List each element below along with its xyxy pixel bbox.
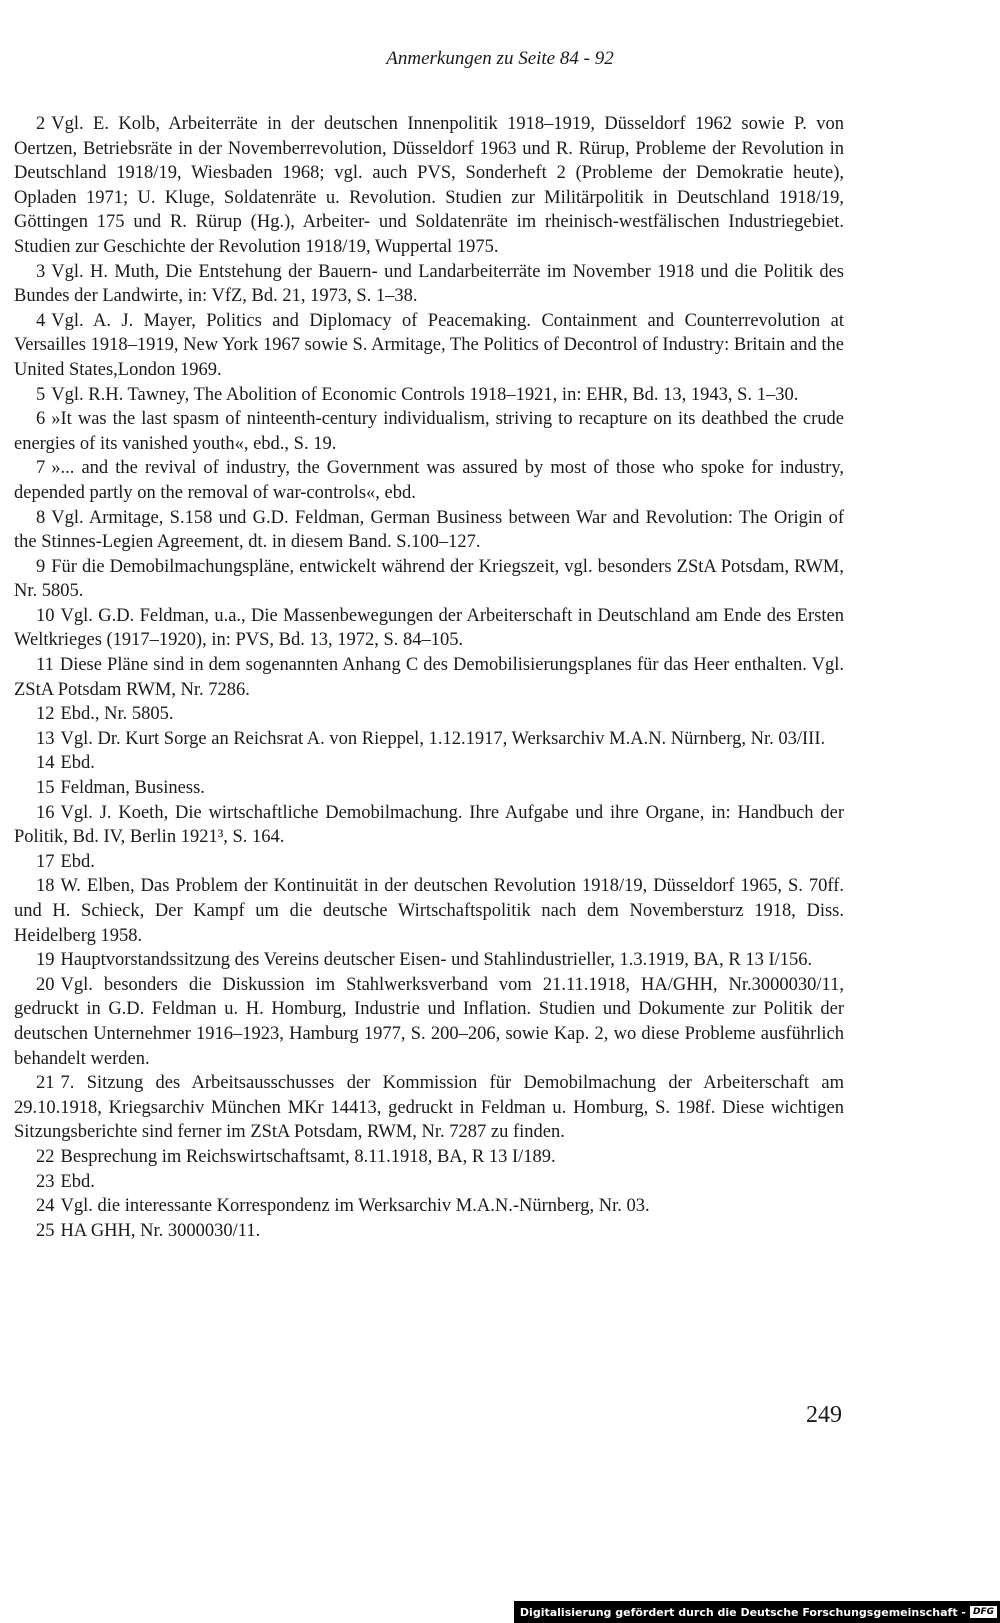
footnote-number: 12 — [36, 704, 55, 725]
digitization-credit-bar — [514, 1601, 1000, 1623]
footnote-number: 2 — [36, 114, 46, 134]
footnote-15 — [14, 776, 844, 801]
footnote-2 — [14, 112, 844, 260]
footnote-number: 11 — [36, 655, 54, 676]
footnote-number: 14 — [36, 753, 55, 774]
footnote-8 — [14, 506, 844, 555]
footnote-number: 21 — [36, 1073, 55, 1094]
footnote-number: 18 — [36, 876, 55, 897]
footnote-text: Besprechung im Reichswirtschaftsamt, 8.11.1918, BA, R 13 I/189. — [60, 1146, 556, 1167]
footnote-text: W. Elben, Das Problem der Kontinuität in der deutschen Revolution 1918/19, Düsseldorf 1965, S. 70ff. und H. Schieck, Der Kampf um die deutsche Wirtschaftspolitik nach dem Novembersturz 1918, Diss. Heidelberg 1958. — [14, 876, 844, 946]
footnote-text: Vgl. J. Koeth, Die wirtschaftliche Demobilmachung. Ihre Aufgabe und ihre Organe, in: Handbuch der Politik, Bd. IV, Berlin 1921³, S. 164. — [14, 802, 844, 848]
footnote-3 — [14, 260, 844, 309]
footnote-12 — [14, 702, 844, 727]
footnote-text: Vgl. H. Muth, Die Entstehung der Bauern- und Landarbeiterräte im November 1918 und die Politik des Bundes der Landwirte, in: VfZ, Bd. 21, 1973, S. 1–38. — [14, 261, 844, 307]
footnote-number: 17 — [36, 851, 55, 872]
page-title: Anmerkungen zu Seite 84 - 92 — [386, 48, 614, 69]
footnote-22 — [14, 1145, 844, 1170]
footnote-number: 22 — [36, 1146, 55, 1167]
footnote-number: 25 — [36, 1220, 55, 1241]
footnote-number: 6 — [36, 409, 46, 430]
footnote-5 — [14, 383, 844, 408]
footnote-text: Vgl. G.D. Feldman, u.a., Die Massenbewegungen der Arbeiterschaft in Deutschland am Ende des Ersten Weltkrieges (1917–1920), in: PVS, Bd. 13, 1972, S. 84–105. — [14, 605, 844, 651]
footnote-number: 23 — [36, 1171, 55, 1192]
footnote-number: 20 — [36, 974, 55, 995]
digitization-credit: Digitalisierung gefördert durch die Deutsche Forschungsgemeinschaft - — [519, 1605, 966, 1619]
footnote-number: 16 — [36, 802, 55, 823]
footnote-text: Vgl. A. J. Mayer, Politics and Diplomacy of Peacemaking. Containment and Counterrevolution at Versailles 1918–1919, New York 1967 sowie S. Armitage, The Politics of Decontrol of Industry: Britain and the United States,London 1969. — [14, 310, 844, 380]
footnote-number: 7 — [36, 458, 46, 479]
footnote-text: Feldman, Business. — [60, 778, 205, 799]
footnote-18 — [14, 874, 844, 948]
footnote-number: 10 — [36, 605, 55, 626]
footnote-text: Ebd., Nr. 5805. — [60, 704, 174, 725]
footnote-7 — [14, 456, 844, 505]
footnote-text: »... and the revival of industry, the Government was assured by most of those who spoke for industry, depended partly on the removal of war-controls«, ebd. — [14, 458, 844, 503]
footnote-17 — [14, 850, 844, 875]
footnotes — [14, 112, 844, 1243]
footnote-13 — [14, 727, 844, 752]
footnote-text: Vgl. die interessante Korrespondenz im Werksarchiv M.A.N.-Nürnberg, Nr. 03. — [60, 1196, 650, 1217]
footnote-number: 19 — [36, 950, 55, 971]
footnote-text: 7. Sitzung des Arbeitsausschusses der Kommission für Demobilmachung der Arbeiterschaft am 29.10.1918, Kriegsarchiv München MKr 14413, gedruckt in Feldman u. Homburg, S. 198f. Diese wichtigen Sitzungsberichte sind ferner im ZStA Potsdam, RWM, Nr. 7287 zu finden. — [14, 1073, 844, 1143]
footnote-text: Vgl. Dr. Kurt Sorge an Reichsrat A. von Rieppel, 1.12.1917, Werksarchiv M.A.N. Nürnberg, Nr. 03/III. — [60, 728, 826, 749]
footnote-text: Ebd. — [60, 753, 95, 774]
footnote-text: Diese Pläne sind in dem sogenannten Anhang C des Demobilisierungsplanes für das Heer enthalten. Vgl. ZStA Potsdam RWM, Nr. 7286. — [14, 655, 844, 700]
footnote-14 — [14, 751, 844, 776]
footnote-text: Vgl. R.H. Tawney, The Abolition of Economic Controls 1918–1921, in: EHR, Bd. 13, 1943, S. 1–30. — [51, 384, 799, 405]
footnote-21 — [14, 1071, 844, 1145]
footnote-23 — [14, 1170, 844, 1195]
footnote-number: 15 — [36, 778, 55, 799]
footnote-text: Für die Demobilmachungspläne, entwickelt während der Kriegszeit, vgl. besonders ZStA Potsdam, RWM, Nr. 5805. — [14, 556, 844, 602]
footnote-text: HA GHH, Nr. 3000030/11. — [60, 1220, 261, 1241]
footnote-25 — [14, 1219, 844, 1244]
footnote-20 — [14, 973, 844, 1071]
footnote-24 — [14, 1194, 844, 1219]
footnote-number: 4 — [36, 310, 46, 331]
footnote-number: 24 — [36, 1196, 55, 1217]
dfg-logo: DFG — [970, 1606, 997, 1618]
footnote-6 — [14, 407, 844, 456]
footnote-11 — [14, 653, 844, 702]
footnote-4 — [14, 309, 844, 383]
footnote-number: 13 — [36, 728, 55, 749]
footnote-text: Vgl. besonders die Diskussion im Stahlwerksverband vom 21.11.1918, HA/GHH, Nr.3000030/11, gedruckt in G.D. Feldman u. H. Homburg, Industrie und Inflation. Studien und Dokumente zur Politik der deutschen Unternehmer 1916–1923, Hamburg 1977, S. 200–206, sowie Kap. 2, wo diese Probleme ausführlich behandelt werden. — [14, 974, 844, 1069]
footnote-text: Ebd. — [60, 851, 95, 872]
footnote-number: 5 — [36, 384, 46, 405]
page-number: 249 — [806, 1402, 842, 1428]
footnote-16 — [14, 801, 844, 850]
footnote-text: »It was the last spasm of ninteenth-century individualism, striving to recapture on its deathbed the crude energies of its vanished youth«, ebd., S. 19. — [14, 409, 844, 454]
footnote-text: Vgl. E. Kolb, Arbeiterräte in der deutschen Innenpolitik 1918–1919, Düsseldorf 1962 sowie P. von Oertzen, Betriebsräte in der Novemberrevolution, Düsseldorf 1963 und R. Rürup, Probleme der Revolution in Deutschland 1918/19, Wiesbaden 1968; vgl. auch PVS, Sonderheft 2 (Probleme der Demokratie heute), Opladen 1971; U. Kluge, Soldatenräte u. Revolution. Studien zur Militärpolitik in Deutschland 1918/19, Göttingen 175 und R. Rürup (Hg.), Arbeiter- und Soldatenräte im rheinisch-westfälischen Industriegebiet. Studien zur Geschichte der Revolution 1918/19, Wuppertal 1975. — [14, 114, 844, 257]
footnote-text: Hauptvorstandssitzung des Vereins deutscher Eisen- und Stahlindustrieller, 1.3.1919, BA, R 13 I/156. — [60, 950, 813, 971]
footnote-text: Ebd. — [60, 1171, 95, 1192]
footnote-10 — [14, 604, 844, 653]
footnote-number: 9 — [36, 556, 46, 577]
footnote-number: 8 — [36, 507, 46, 528]
footnote-9 — [14, 555, 844, 604]
footnote-19 — [14, 948, 844, 973]
footnote-number: 3 — [36, 261, 46, 282]
footnote-text: Vgl. Armitage, S.158 und G.D. Feldman, German Business between War and Revolution: The Origin of the Stinnes-Legien Agreement, dt. in diesem Band. S.100–127. — [14, 507, 844, 553]
